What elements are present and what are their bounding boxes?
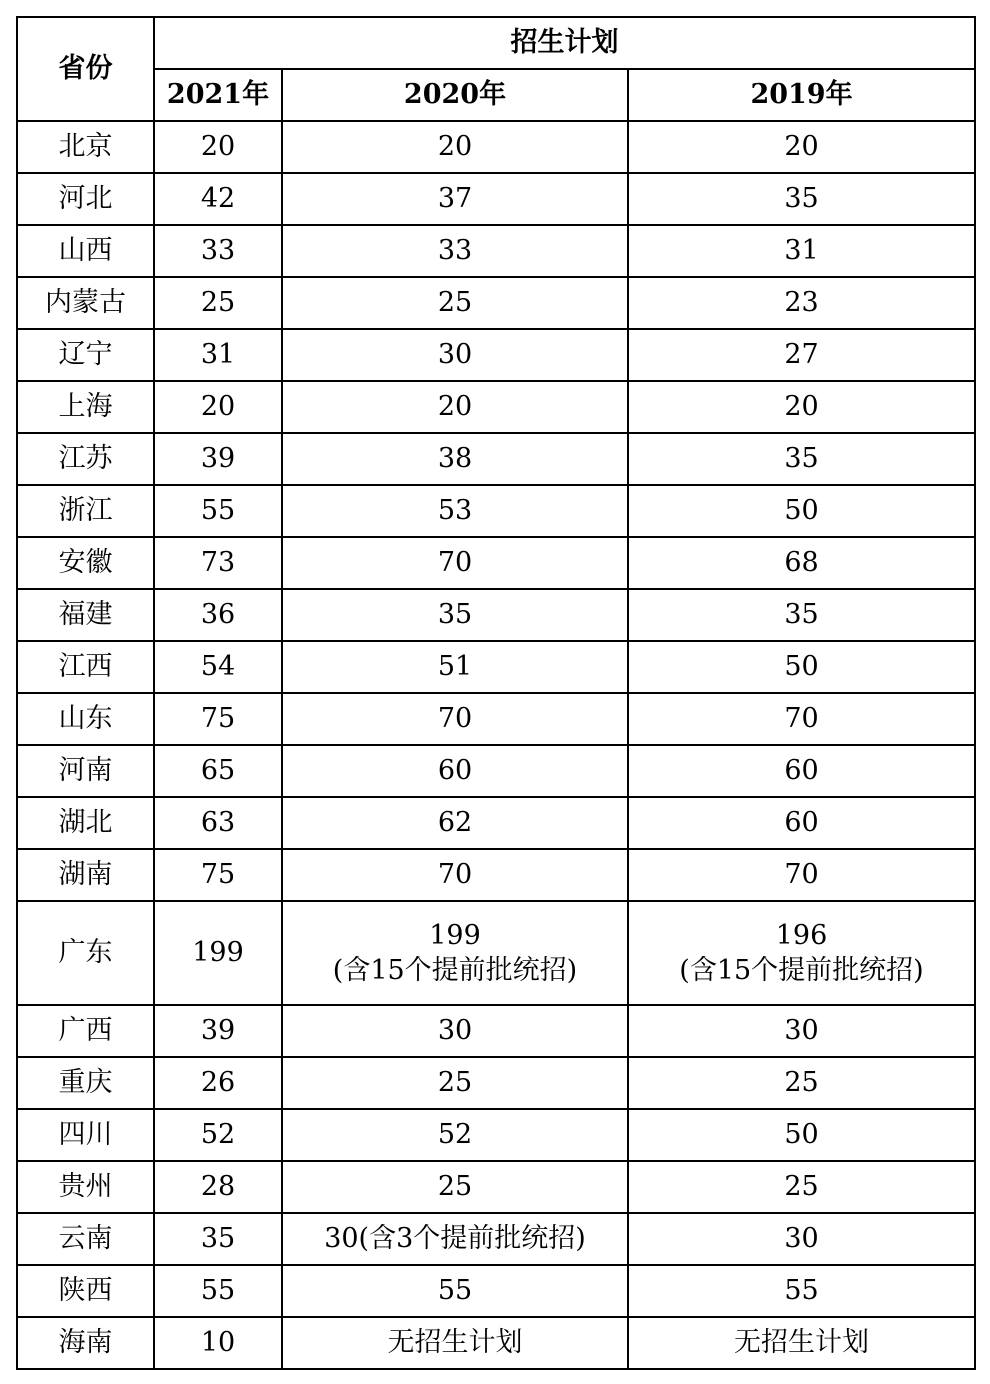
plan-2020-cell	[282, 1005, 628, 1057]
province-cell	[17, 1161, 154, 1213]
table-row	[17, 1213, 975, 1265]
province-cell	[17, 173, 154, 225]
plan-2019-cell	[628, 225, 975, 277]
table-row	[17, 1109, 975, 1161]
plan-2019-cell	[628, 1265, 975, 1317]
plan-2019-cell	[628, 1213, 975, 1265]
province-cell	[17, 381, 154, 433]
plan-2020-cell-value: 33	[437, 235, 473, 267]
plan-2020-cell	[282, 589, 628, 641]
plan-2021-cell-value: 75	[200, 703, 236, 735]
province-cell-value: 江苏	[58, 443, 113, 475]
plan-2021-cell-value: 35	[200, 1223, 236, 1255]
plan-2021-cell	[154, 485, 282, 537]
plan-2019-cell-value: 无招生计划	[734, 1327, 870, 1359]
province-cell	[17, 537, 154, 589]
plan-2021-cell	[154, 849, 282, 901]
plan-2020-cell-value: 199	[429, 919, 481, 951]
table-body	[17, 121, 975, 1369]
province-cell	[17, 1317, 154, 1369]
table-row	[17, 849, 975, 901]
plan-2020-cell-value: 70	[437, 703, 473, 735]
plan-2020-cell	[282, 901, 628, 1005]
plan-2019-cell	[628, 745, 975, 797]
plan-2021-cell-value: 36	[200, 599, 236, 631]
plan-2020-cell-value: 53	[437, 495, 473, 527]
plan-2019-cell	[628, 381, 975, 433]
year-header-2020: 2020年	[282, 69, 628, 121]
province-cell-value: 陕西	[58, 1275, 113, 1307]
plan-2020-cell	[282, 1057, 628, 1109]
plan-2019-cell-value: 27	[784, 339, 819, 371]
plan-2019-cell	[628, 1109, 975, 1161]
plan-2020-cell-value: 25	[437, 287, 473, 319]
province-cell-value: 四川	[58, 1119, 113, 1151]
plan-2019-cell	[628, 173, 975, 225]
table-row	[17, 1161, 975, 1213]
province-cell-value: 内蒙古	[45, 287, 126, 319]
plan-2021-cell	[154, 797, 282, 849]
province-cell	[17, 329, 154, 381]
table-row	[17, 537, 975, 589]
plan-2021-cell	[154, 1005, 282, 1057]
plan-2019-cell	[628, 485, 975, 537]
plan-2019-cell	[628, 797, 975, 849]
plan-2019-cell-value: 70	[784, 859, 819, 891]
plan-2020-cell	[282, 1265, 628, 1317]
province-header: 省份	[17, 17, 154, 121]
province-cell-value: 山东	[58, 703, 113, 735]
province-cell	[17, 277, 154, 329]
plan-2020-cell	[282, 225, 628, 277]
province-cell	[17, 745, 154, 797]
plan-2020-cell	[282, 1317, 628, 1369]
plan-2021-cell	[154, 173, 282, 225]
province-cell-value: 河南	[58, 755, 113, 787]
plan-2020-cell	[282, 121, 628, 173]
province-cell-value: 浙江	[58, 495, 113, 527]
year-header-2019: 2019年	[628, 69, 975, 121]
plan-2021-cell-value: 65	[200, 755, 236, 787]
plan-2021-cell-value: 54	[200, 651, 236, 683]
plan-2020-cell-value: 30	[437, 1015, 473, 1047]
plan-2021-cell-value: 63	[200, 807, 236, 839]
plan-2020-cell	[282, 433, 628, 485]
province-cell-value: 河北	[58, 183, 113, 215]
table-row	[17, 901, 975, 1005]
plan-2021-cell-value: 26	[200, 1067, 236, 1099]
plan-2021-cell-value: 39	[200, 1015, 236, 1047]
plan-2021-cell-value: 42	[200, 183, 236, 215]
plan-2020-cell	[282, 745, 628, 797]
plan-2020-cell-value: 25	[437, 1171, 473, 1203]
table-row	[17, 173, 975, 225]
plan-2021-cell-value: 28	[200, 1171, 236, 1203]
province-cell	[17, 901, 154, 1005]
plan-2020-cell-value: 37	[437, 183, 473, 215]
province-cell	[17, 1057, 154, 1109]
plan-2019-cell-value: 30	[784, 1223, 819, 1255]
plan-2021-cell	[154, 329, 282, 381]
table-row	[17, 277, 975, 329]
plan-2021-cell	[154, 1317, 282, 1369]
province-cell-value: 山西	[58, 235, 113, 267]
plan-2021-cell-value: 199	[192, 937, 244, 969]
province-cell-value: 江西	[58, 651, 113, 683]
plan-2021-cell	[154, 1109, 282, 1161]
plan-2021-cell-value: 10	[200, 1327, 236, 1359]
plan-2021-cell	[154, 381, 282, 433]
table-row	[17, 589, 975, 641]
province-cell	[17, 225, 154, 277]
plan-2020-cell	[282, 277, 628, 329]
plan-2021-cell-value: 25	[200, 287, 236, 319]
plan-2020-cell	[282, 849, 628, 901]
province-cell-value: 福建	[58, 599, 113, 631]
plan-2020-cell-value: 52	[437, 1119, 473, 1151]
plan-2019-cell-value: 50	[784, 651, 819, 683]
plan-2019-cell-value: 23	[784, 287, 819, 319]
plan-2019-cell-value: 50	[784, 1119, 819, 1151]
province-cell-value: 海南	[58, 1327, 113, 1359]
province-cell-value: 辽宁	[58, 339, 113, 371]
table-row	[17, 745, 975, 797]
plan-2021-cell	[154, 537, 282, 589]
plan-2020-cell-value: 62	[437, 807, 473, 839]
table-row	[17, 1317, 975, 1369]
plan-2020-cell	[282, 1213, 628, 1265]
enrollment-plan-header: 招生计划	[154, 17, 975, 69]
plan-2021-cell-value: 55	[200, 1275, 236, 1307]
plan-2021-cell-value: 73	[200, 547, 236, 579]
province-cell	[17, 849, 154, 901]
plan-2019-cell-value: 35	[784, 183, 819, 215]
province-cell	[17, 1213, 154, 1265]
plan-2019-cell	[628, 433, 975, 485]
plan-2019-cell	[628, 329, 975, 381]
plan-2021-cell-value: 52	[200, 1119, 236, 1151]
table-row	[17, 1005, 975, 1057]
plan-2021-cell	[154, 693, 282, 745]
plan-2020-cell	[282, 1109, 628, 1161]
plan-2019-cell	[628, 1005, 975, 1057]
plan-2020-cell	[282, 381, 628, 433]
table-row	[17, 121, 975, 173]
province-cell-value: 重庆	[58, 1067, 113, 1099]
plan-2019-cell	[628, 1057, 975, 1109]
plan-2021-cell	[154, 225, 282, 277]
plan-2020-cell	[282, 641, 628, 693]
plan-2019-cell-value: 60	[784, 807, 819, 839]
plan-2021-cell-value: 33	[200, 235, 236, 267]
plan-2020-cell-value: 25	[437, 1067, 473, 1099]
plan-2021-cell-value: 39	[200, 443, 236, 475]
plan-2019-cell-value: 35	[784, 443, 819, 475]
plan-2021-cell-value: 20	[200, 391, 236, 423]
table-row	[17, 1265, 975, 1317]
province-cell	[17, 1265, 154, 1317]
plan-2021-cell	[154, 641, 282, 693]
plan-2020-cell-value: 70	[437, 859, 473, 891]
plan-2019-cell-value: 35	[784, 599, 819, 631]
plan-2020-cell-value: 30(含3个提前批统招)	[324, 1223, 586, 1255]
plan-2021-cell	[154, 901, 282, 1005]
province-cell	[17, 485, 154, 537]
plan-2019-cell	[628, 849, 975, 901]
plan-2020-cell	[282, 173, 628, 225]
header-row-group	[17, 17, 975, 69]
plan-2020-cell-value: 20	[437, 131, 473, 163]
plan-2019-cell	[628, 1161, 975, 1213]
plan-2021-cell-value: 55	[200, 495, 236, 527]
table-row	[17, 433, 975, 485]
plan-2020-cell	[282, 329, 628, 381]
province-cell	[17, 797, 154, 849]
year-header-2021: 2021年	[154, 69, 282, 121]
province-cell	[17, 1005, 154, 1057]
province-cell	[17, 121, 154, 173]
table-row	[17, 1057, 975, 1109]
plan-2019-cell	[628, 901, 975, 1005]
plan-2019-cell-value: 30	[784, 1015, 819, 1047]
province-cell-value: 广东	[58, 937, 113, 969]
plan-2020-cell	[282, 797, 628, 849]
plan-2019-cell-value: 50	[784, 495, 819, 527]
table-row	[17, 381, 975, 433]
plan-2020-cell-value: 55	[437, 1275, 473, 1307]
plan-2020-cell-value: 30	[437, 339, 473, 371]
plan-2020-cell-value: 51	[437, 651, 473, 683]
table-row	[17, 485, 975, 537]
plan-2019-cell	[628, 589, 975, 641]
plan-2020-cell	[282, 537, 628, 589]
plan-2020-cell-value: 38	[437, 443, 473, 475]
plan-2019-cell-value: 25	[784, 1171, 819, 1203]
plan-2021-cell	[154, 121, 282, 173]
plan-2019-cell	[628, 641, 975, 693]
plan-2019-cell-value: 68	[784, 547, 819, 579]
plan-2021-cell-value: 20	[200, 131, 236, 163]
table-row	[17, 225, 975, 277]
plan-2021-cell	[154, 745, 282, 797]
plan-2019-cell	[628, 1317, 975, 1369]
plan-2020-cell-value: 无招生计划	[387, 1327, 523, 1359]
plan-2020-cell-value: 70	[437, 547, 473, 579]
header-row-years	[17, 69, 975, 121]
plan-2019-cell	[628, 693, 975, 745]
plan-2021-cell-value: 31	[200, 339, 236, 371]
plan-2019-cell-note: (含15个提前批统招)	[679, 955, 924, 986]
province-cell	[17, 641, 154, 693]
plan-2019-cell-value: 31	[784, 235, 819, 267]
plan-2019-cell	[628, 277, 975, 329]
plan-2021-cell	[154, 1161, 282, 1213]
plan-2019-cell-value: 20	[784, 131, 819, 163]
table-row	[17, 693, 975, 745]
table-row	[17, 797, 975, 849]
province-cell	[17, 693, 154, 745]
plan-2019-cell-value: 55	[784, 1275, 819, 1307]
table-row	[17, 329, 975, 381]
table-row	[17, 641, 975, 693]
province-cell	[17, 1109, 154, 1161]
plan-2019-cell-value: 60	[784, 755, 819, 787]
plan-2021-cell	[154, 433, 282, 485]
plan-2019-cell-value: 25	[784, 1067, 819, 1099]
plan-2019-cell-value: 70	[784, 703, 819, 735]
plan-2019-cell	[628, 121, 975, 173]
plan-2020-cell	[282, 1161, 628, 1213]
plan-2020-cell	[282, 485, 628, 537]
plan-2020-cell-value: 60	[437, 755, 473, 787]
province-cell-value: 湖北	[58, 807, 113, 839]
plan-2019-cell-value: 196	[775, 919, 828, 951]
plan-2021-cell	[154, 1265, 282, 1317]
province-cell-value: 云南	[58, 1223, 113, 1255]
plan-2021-cell	[154, 277, 282, 329]
province-cell-value: 湖南	[58, 859, 113, 891]
province-cell-value: 上海	[58, 391, 113, 423]
plan-2019-cell	[628, 537, 975, 589]
plan-2020-cell-note: (含15个提前批统招)	[332, 955, 578, 986]
plan-2019-cell-value: 20	[784, 391, 819, 423]
plan-2020-cell	[282, 693, 628, 745]
plan-2021-cell	[154, 1057, 282, 1109]
plan-2020-cell-value: 20	[437, 391, 473, 423]
province-cell	[17, 589, 154, 641]
plan-2021-cell-value: 75	[200, 859, 236, 891]
province-cell	[17, 433, 154, 485]
plan-2021-cell	[154, 1213, 282, 1265]
plan-2021-cell	[154, 589, 282, 641]
province-cell-value: 广西	[58, 1015, 113, 1047]
enrollment-plan-table	[16, 16, 976, 1370]
plan-2020-cell-value: 35	[437, 599, 473, 631]
province-cell-value: 北京	[58, 131, 113, 163]
province-cell-value: 贵州	[58, 1171, 113, 1203]
province-cell-value: 安徽	[58, 547, 113, 579]
